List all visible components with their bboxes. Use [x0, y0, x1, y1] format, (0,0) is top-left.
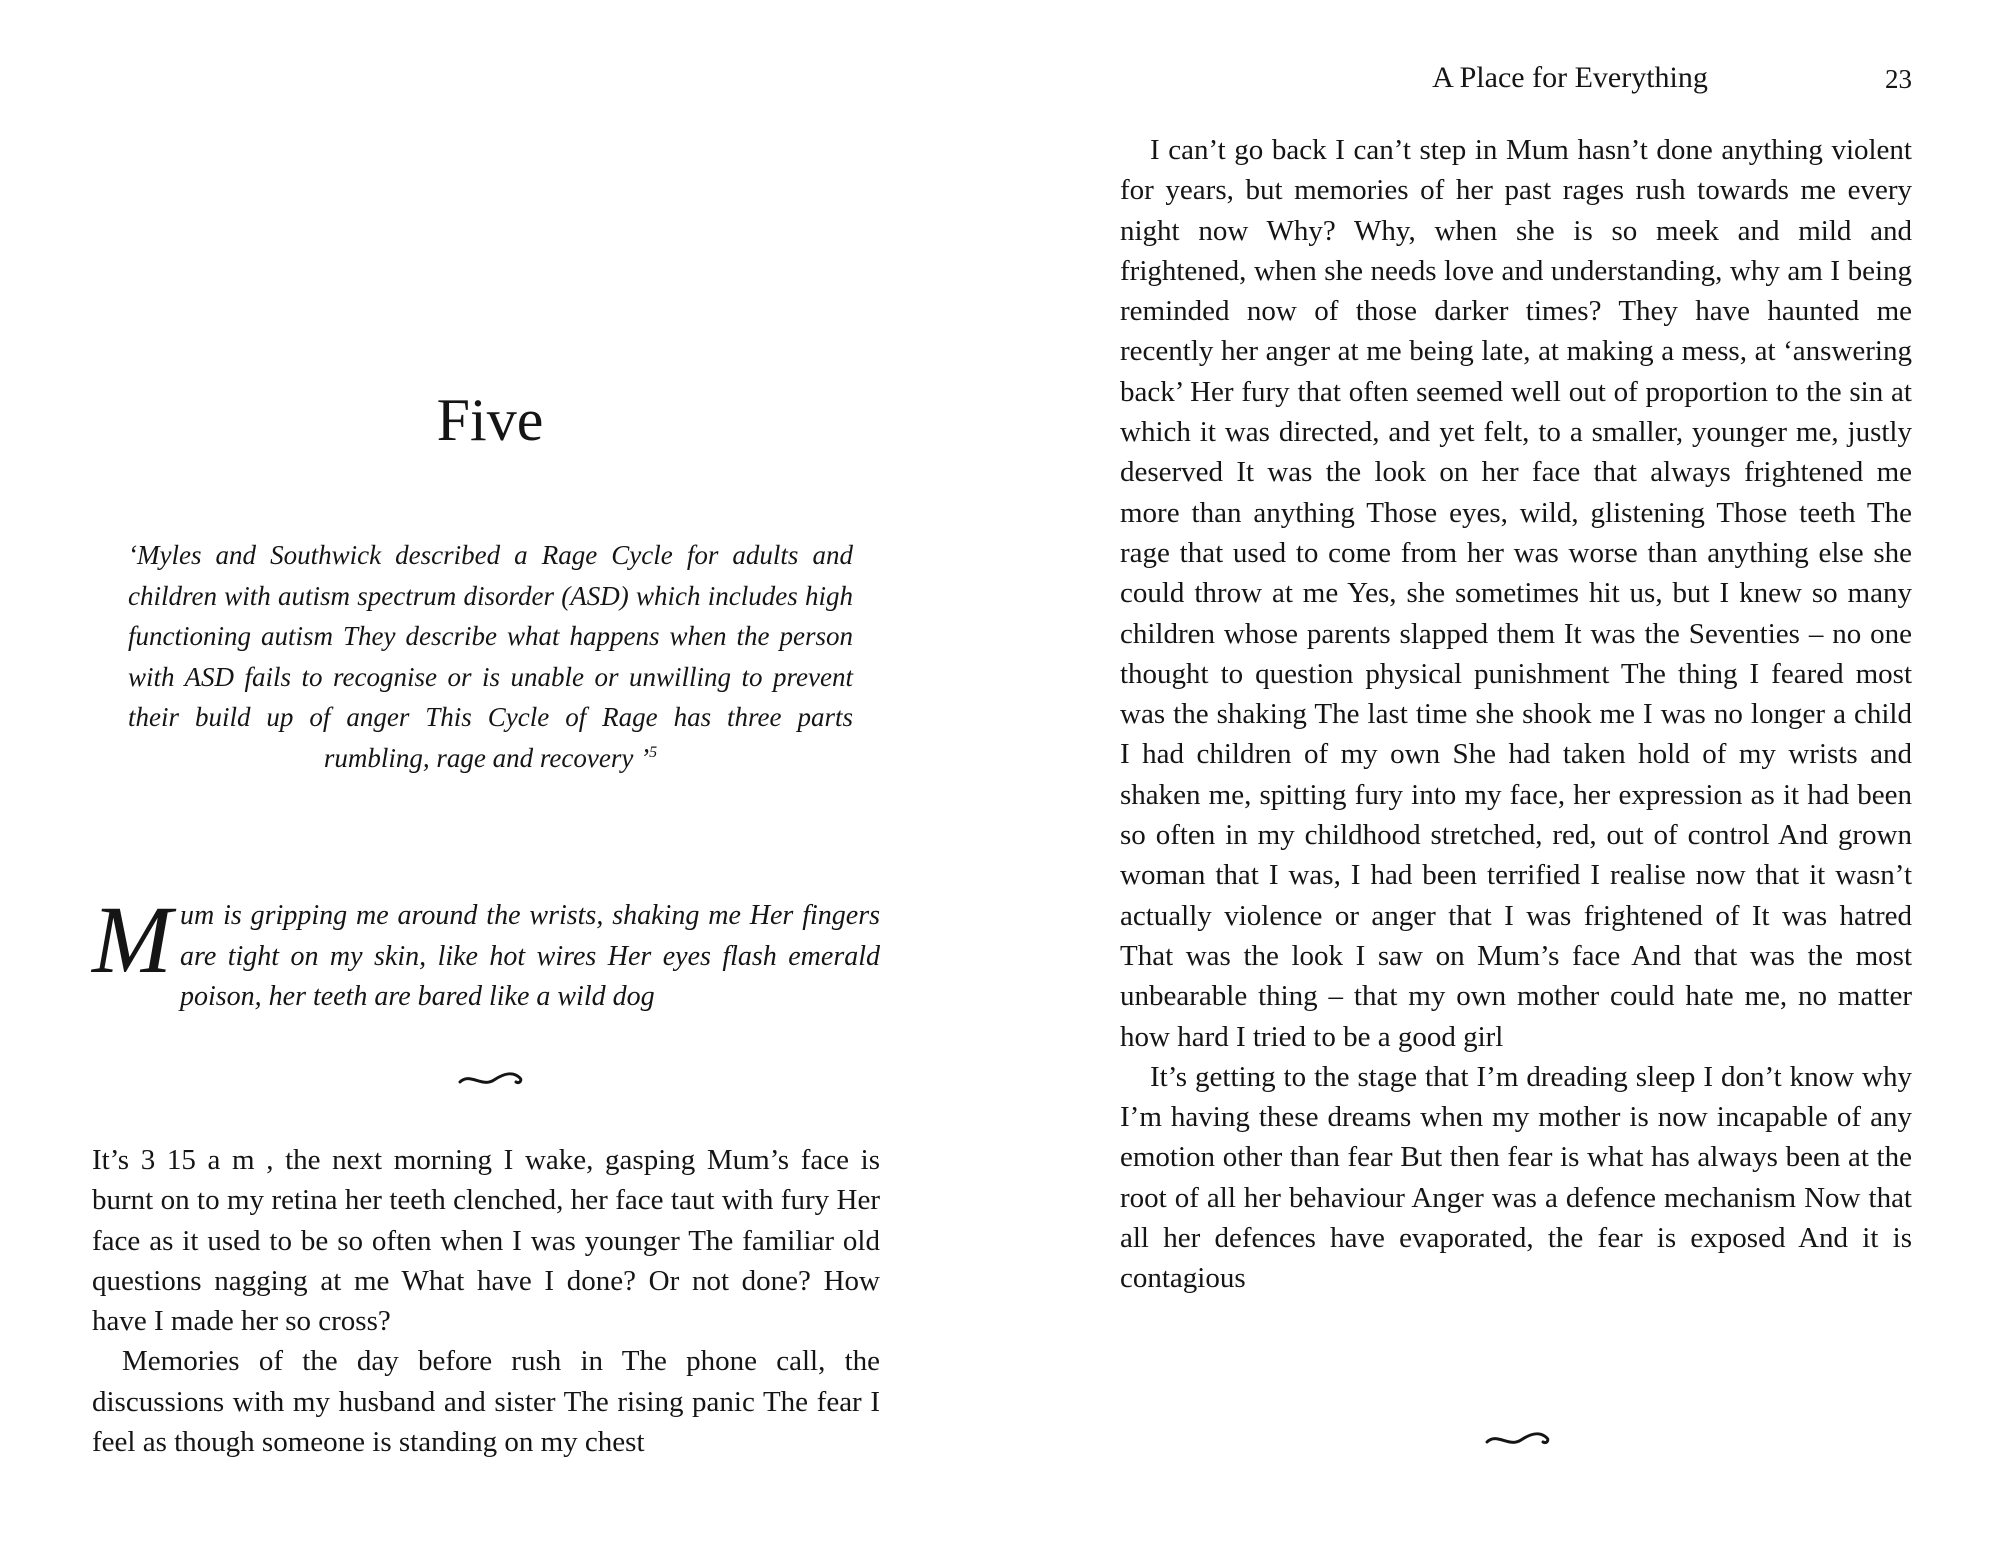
left-body-text	[92, 1140, 880, 1462]
running-head: A Place for Everything	[1432, 61, 1708, 94]
drop-cap: M	[92, 886, 172, 993]
footnote-mark: 5	[649, 743, 658, 761]
epigraph	[128, 535, 853, 778]
opening-paragraph	[92, 886, 880, 1018]
right-paragraph-1: I can’t go back I can’t step in Mum hasn’t done anything violent for years, but memories of her past rages rush towards me every night now Why? Why, when she is so meek and mild and frightened, when she needs love and understanding, why am I being reminded now of those darker times? They have haunted me recently her anger at me being late, at making a mess, at ‘answering back’ Her fury that often seemed well out of proportion to the sin at which it was directed, and yet felt, to a smaller, younger me, justly deserved It was the look on her face that always frightened me more than anything Those eyes, wild, glistening Those teeth The rage that used to come from her was worse than anything else she could throw at me Yes, she sometimes hit us, but I knew so many children whose parents slapped them It was the Seventies – no one thought to question physical punishment The thing I feared most was the shaking The last time she shook me I was no longer a child I had children of my own She had taken hold of my wrists and shaken me, spitting fury into my face, her expression as it had been so often in my childhood stretched, red, out of control And grown woman that I was, I had been terrified I realise now that it wasn’t actually violence or anger that I was frightened of It was hatred That was the look I saw on Mum’s face And that was the most unbearable thing – that my own mother could hate me, no matter how hard I tried to be a good girl	[1120, 134, 1912, 1053]
swash-ornament-icon	[456, 1068, 526, 1092]
epigraph-text: ‘Myles and Southwick described a Rage Cycle for adults and children with autism spectrum disorder (ASD) which includes high functioning autism They describe what happens when the person with ASD fails to recognise or is unable or unwilling to prevent their build up of anger This Cycle of Rage has three parts rumbling, rage and recovery ’	[128, 540, 853, 773]
right-paragraph-2: It’s getting to the stage that I’m dreading sleep I don’t know why I’m having these dreams when my mother is now incapable of any emotion other than fear But then fear is what has always been at the root of all her behaviour Anger was a defence mechanism Now that all her defences have evaporated, the fear is exposed And it is contagious	[1120, 1060, 1912, 1295]
opening-text: um is gripping me around the wrists, shaking me Her fingers are tight on my skin, like hot wires Her eyes flash emerald poison, her teeth are bared like a wild dog	[179, 900, 880, 1012]
right-body-text	[1120, 130, 1912, 1299]
page-number: 23	[1885, 64, 1912, 94]
left-paragraph-2: Memories of the day before rush in The phone call, the discussions with my husband and sister The rising panic The fear I feel as though someone is standing on my chest	[92, 1345, 880, 1459]
chapter-title: Five	[436, 387, 544, 454]
left-paragraph-1: It’s 3 15 a m , the next morning I wake, gasping Mum’s face is burnt on to my retina her teeth clenched, her face taut with fury Her face as it used to be so often when I was younger The familiar old questions nagging at me What have I done? Or not done? How have I made her so cross?	[92, 1144, 880, 1338]
swash-ornament-icon	[1483, 1428, 1553, 1452]
right-page	[1000, 0, 2000, 1553]
